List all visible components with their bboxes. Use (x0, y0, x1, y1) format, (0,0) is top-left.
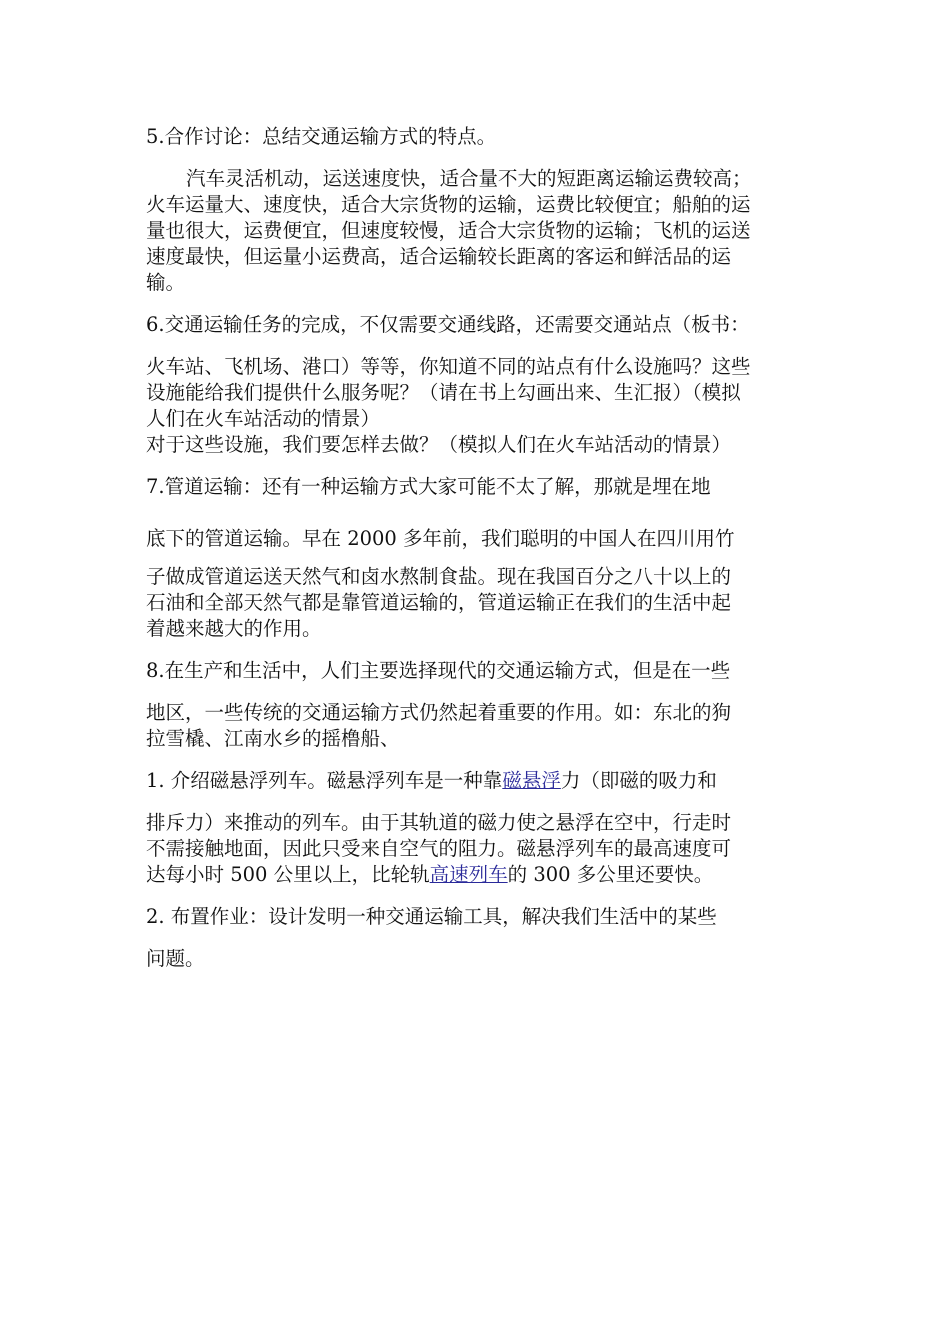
paragraph-7-line-2: 底下的管道运输。早在 2000 多年前，我们聪明的中国人在四川用竹 (146, 527, 735, 550)
paragraph-5-line-3: 量也很大，运费便宜，但速度较慢，适合大宗货物的运输；飞机的运送 (146, 219, 751, 242)
paragraph-5-line-2: 火车运量大、速度快，适合大宗货物的运输，运费比较便宜；船舶的运 (146, 193, 751, 216)
item-1-line-1 (146, 768, 806, 794)
item-2-line-1: 2. 布置作业：设计发明一种交通运输工具，解决我们生活中的某些 (146, 905, 717, 928)
paragraph-7-line-5: 着越来越大的作用。 (146, 617, 322, 640)
item-1-text-b: 力（即磁的吸力和 (560, 769, 717, 792)
high-speed-train-link[interactable]: 高速列车 (429, 863, 508, 886)
item-1-line-4-text-a: 达每小时 500 公里以上，比轮轨 (146, 863, 430, 886)
document-body (146, 124, 806, 972)
paragraph-6-line-3: 设施能给我们提供什么服务呢？（请在书上勾画出来、生汇报）（模拟 (146, 381, 741, 404)
paragraph-5-line-5: 输。 (146, 271, 186, 294)
paragraph-6-line-4: 人们在火车站活动的情景） (146, 407, 381, 430)
paragraph-5-line-1: 汽车灵活机动，运送速度快，适合量不大的短距离运输运费较高； (186, 167, 752, 190)
paragraph-6-line-2: 火车站、飞机场、港口）等等，你知道不同的站点有什么设施吗？这些 (146, 355, 751, 378)
heading-5: 5.合作讨论：总结交通运输方式的特点。 (146, 125, 497, 148)
paragraph-5-line-4: 速度最快，但运量小运费高，适合运输较长距离的客运和鲜活品的运 (146, 245, 732, 268)
maglev-link[interactable]: 磁悬浮 (502, 769, 561, 792)
paragraph-8-line-3: 拉雪橇、江南水乡的摇橹船、 (146, 727, 400, 750)
paragraph-8-line-1: 8.在生产和生活中，人们主要选择现代的交通运输方式，但是在一些 (146, 659, 731, 682)
paragraph-6-line-1: 6.交通运输任务的完成，不仅需要交通线路，还需要交通站点（板书： (146, 313, 750, 336)
paragraph-7-line-4: 石油和全部天然气都是靠管道运输的，管道运输正在我们的生活中起 (146, 591, 732, 614)
paragraph-7-line-3: 子做成管道运送天然气和卤水熬制食盐。现在我国百分之八十以上的 (146, 565, 732, 588)
paragraph-6-line-5: 对于这些设施，我们要怎样去做？（模拟人们在火车站活动的情景） (146, 433, 732, 456)
item-2-line-2: 问题。 (146, 947, 205, 970)
item-1-line-3: 不需接触地面，因此只受来自空气的阻力。磁悬浮列车的最高速度可 (146, 837, 732, 860)
paragraph-8-line-2: 地区，一些传统的交通运输方式仍然起着重要的作用。如：东北的狗 (146, 701, 732, 724)
item-1-text-a: 1. 介绍磁悬浮列车。磁悬浮列车是一种靠 (146, 769, 503, 792)
item-1-line-4 (146, 862, 806, 888)
item-1-line-2: 排斥力）来推动的列车。由于其轨道的磁力使之悬浮在空中，行走时 (146, 811, 732, 834)
item-1-line-4-text-b: 的 300 多公里还要快。 (507, 863, 714, 886)
paragraph-7-line-1: 7.管道运输：还有一种运输方式大家可能不太了解，那就是埋在地 (146, 475, 711, 498)
